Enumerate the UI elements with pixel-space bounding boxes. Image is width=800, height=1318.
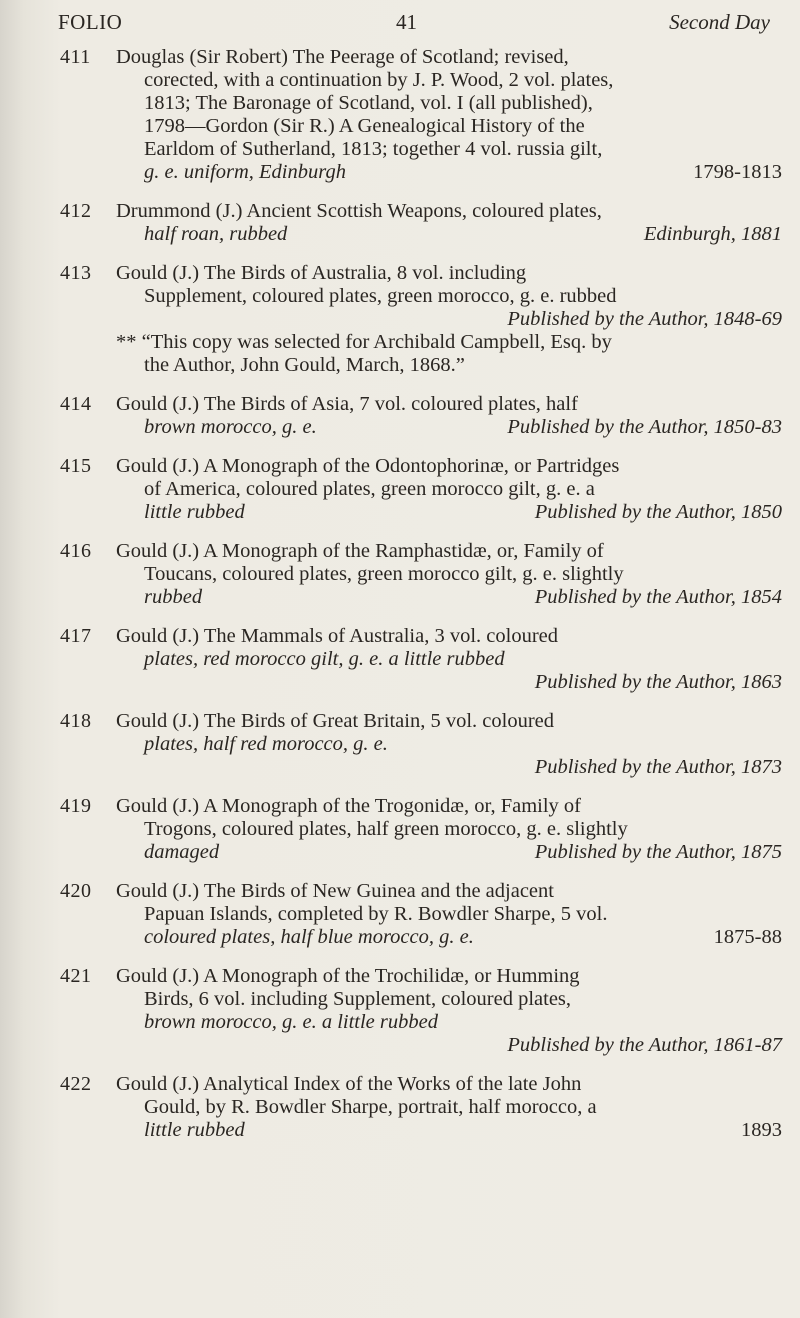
page-number: 41 xyxy=(396,10,417,34)
lot-published: Published by the Author, 1850-83 xyxy=(507,416,782,438)
lot-line: g. e. uniform, Edinburgh xyxy=(144,161,346,183)
lot-note: the Author, John Gould, March, 1868.” xyxy=(144,354,465,376)
lot-entry-416 xyxy=(60,540,782,609)
lot-line: Gould (J.) Analytical Index of the Works of the late John xyxy=(116,1073,582,1095)
lot-entry-422 xyxy=(60,1073,782,1142)
lot-line: Earldom of Sutherland, 1813; together 4 vol. russia gilt, xyxy=(144,138,603,160)
lot-line: Trogons, coloured plates, half green morocco, g. e. slightly xyxy=(144,818,628,840)
lot-line: Gould (J.) A Monograph of the Trogonidæ, or, Family of xyxy=(116,795,581,817)
lot-line-with-date xyxy=(116,223,782,246)
lot-published: Published by the Author, 1875 xyxy=(534,841,782,863)
lot-number: 412 xyxy=(60,200,92,222)
lot-entry-413 xyxy=(60,262,782,377)
lot-date: 1798-1813 xyxy=(693,161,782,183)
lot-entry-411 xyxy=(60,46,782,184)
section-label: FOLIO xyxy=(58,10,123,34)
lot-number: 414 xyxy=(60,393,92,415)
lot-line: Gould (J.) The Birds of Asia, 7 vol. coloured plates, half xyxy=(116,393,578,415)
lot-line-with-date xyxy=(116,926,782,949)
lot-number: 418 xyxy=(60,710,92,732)
lot-line: brown morocco, g. e. xyxy=(144,416,317,438)
lot-date: Edinburgh, 1881 xyxy=(643,223,782,245)
lot-line-with-date xyxy=(116,1119,782,1142)
lot-line: Gould (J.) The Birds of Australia, 8 vol. including xyxy=(116,262,527,284)
lot-number: 411 xyxy=(60,46,91,68)
lot-line: Papuan Islands, completed by R. Bowdler Sharpe, 5 vol. xyxy=(144,903,608,925)
lot-line: Toucans, coloured plates, green morocco gilt, g. e. slightly xyxy=(144,563,624,585)
lot-line: Gould (J.) The Birds of New Guinea and the adjacent xyxy=(116,880,554,902)
lot-number: 421 xyxy=(60,965,92,987)
lot-line-with-date xyxy=(116,416,782,439)
lot-line: rubbed xyxy=(144,586,203,608)
page-header xyxy=(58,10,778,40)
lot-number: 417 xyxy=(60,625,92,647)
lot-line: damaged xyxy=(144,841,220,863)
lot-number: 419 xyxy=(60,795,92,817)
lot-line: coloured plates, half blue morocco, g. e. xyxy=(144,926,474,948)
lot-number: 416 xyxy=(60,540,92,562)
lot-entry-421 xyxy=(60,965,782,1057)
lot-entry-414 xyxy=(60,393,782,439)
lot-published: Published by the Author, 1848-69 xyxy=(507,308,782,330)
lot-line-with-date xyxy=(116,586,782,609)
lot-line: Douglas (Sir Robert) The Peerage of Scotland; revised, xyxy=(116,46,569,68)
lot-published: Published by the Author, 1863 xyxy=(534,671,782,693)
lot-published: Published by the Author, 1861-87 xyxy=(507,1034,782,1056)
lot-entry-417 xyxy=(60,625,782,694)
lot-date: 1875-88 xyxy=(713,926,782,948)
lot-entry-412 xyxy=(60,200,782,246)
lot-number: 415 xyxy=(60,455,92,477)
lot-line: plates, red morocco gilt, g. e. a little rubbed xyxy=(144,648,505,670)
lot-entry-415 xyxy=(60,455,782,524)
lot-number: 420 xyxy=(60,880,92,902)
lot-entry-420 xyxy=(60,880,782,949)
lot-line: 1798—Gordon (Sir R.) A Genealogical History of the xyxy=(144,115,585,137)
lot-number: 413 xyxy=(60,262,92,284)
lot-line: Birds, 6 vol. including Supplement, coloured plates, xyxy=(144,988,572,1010)
lot-line-with-date xyxy=(116,841,782,864)
lot-line: plates, half red morocco, g. e. xyxy=(144,733,388,755)
lot-number: 422 xyxy=(60,1073,92,1095)
lot-line: half roan, rubbed xyxy=(144,223,288,245)
lot-line-with-date xyxy=(116,161,782,184)
lot-line: Gould (J.) A Monograph of the Trochilidæ, or Humming xyxy=(116,965,580,987)
lot-line: Supplement, coloured plates, green morocco, g. e. rubbed xyxy=(144,285,617,307)
lot-line-with-date xyxy=(116,501,782,524)
lot-published: Published by the Author, 1850 xyxy=(534,501,782,523)
lot-note: ** “This copy was selected for Archibald Campbell, Esq. by xyxy=(116,331,612,353)
lot-entry-418 xyxy=(60,710,782,779)
sale-day: Second Day xyxy=(669,10,770,34)
lot-line: Gould (J.) A Monograph of the Ramphastidæ, or, Family of xyxy=(116,540,604,562)
lot-line: brown morocco, g. e. a little rubbed xyxy=(144,1011,438,1033)
lot-line: Gould, by R. Bowdler Sharpe, portrait, half morocco, a xyxy=(144,1096,597,1118)
lot-line: 1813; The Baronage of Scotland, vol. I (all published), xyxy=(144,92,593,114)
lot-published: Published by the Author, 1873 xyxy=(534,756,782,778)
lot-line: Drummond (J.) Ancient Scottish Weapons, coloured plates, xyxy=(116,200,602,222)
lot-line: Gould (J.) A Monograph of the Odontophorinæ, or Partridges xyxy=(116,455,620,477)
lot-line: little rubbed xyxy=(144,1119,245,1141)
lot-list xyxy=(60,46,782,1158)
lot-entry-419 xyxy=(60,795,782,864)
lot-line: Gould (J.) The Birds of Great Britain, 5 vol. coloured xyxy=(116,710,555,732)
lot-line: little rubbed xyxy=(144,501,245,523)
lot-date: 1893 xyxy=(741,1119,782,1141)
lot-line: of America, coloured plates, green morocco gilt, g. e. a xyxy=(144,478,595,500)
lot-line: Gould (J.) The Mammals of Australia, 3 vol. coloured xyxy=(116,625,559,647)
lot-line: corected, with a continuation by J. P. Wood, 2 vol. plates, xyxy=(144,69,614,91)
lot-published: Published by the Author, 1854 xyxy=(534,586,782,608)
